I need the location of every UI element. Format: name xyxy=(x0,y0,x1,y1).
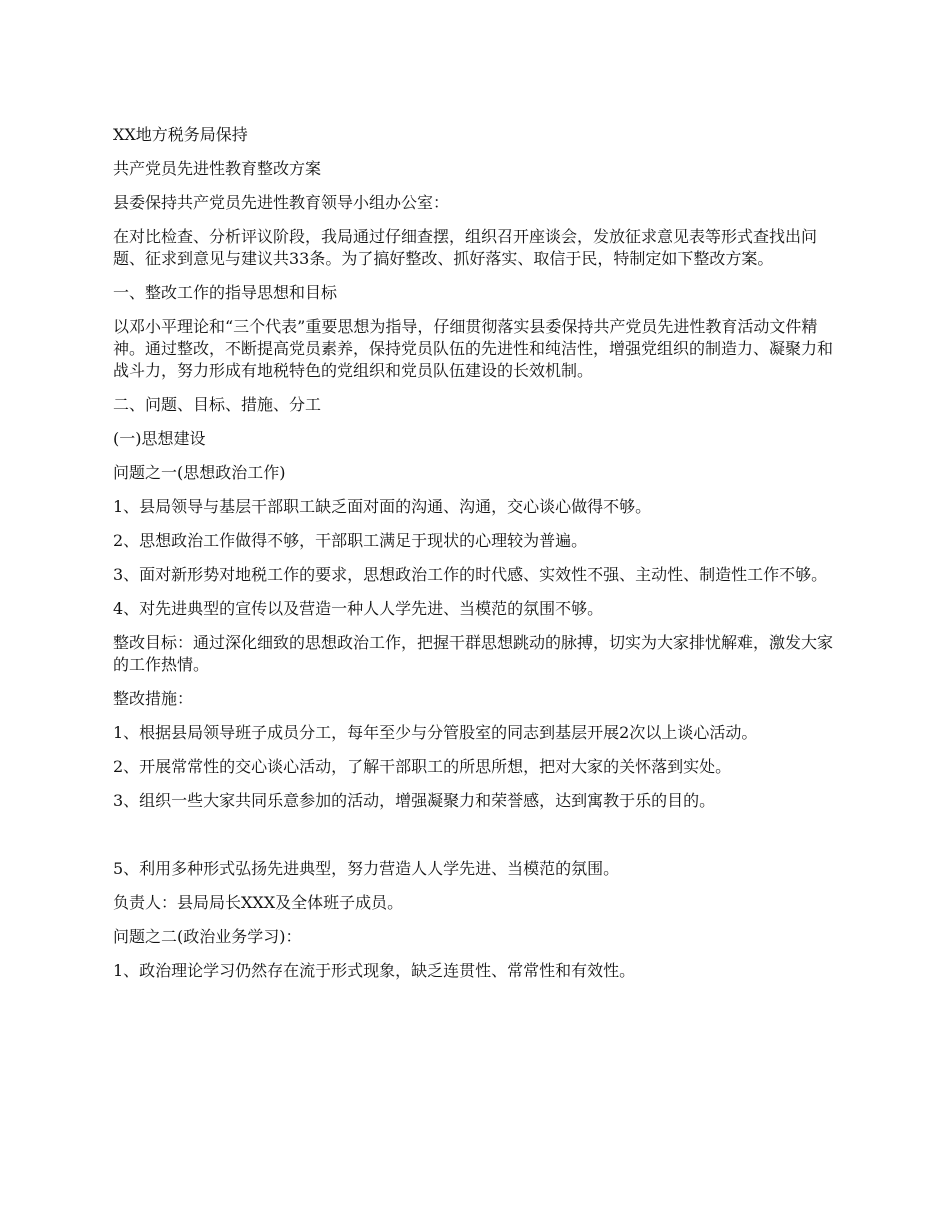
measure-item: 1、根据县局领导班子成员分工，每年至少与分管股室的同志到基层开展2次以上谈心活动。 xyxy=(113,723,758,742)
intro-paragraph: 在对比检查、分析评议阶段，我局通过仔细查摆，组织召开座谈会，发放征求意见表等形式查找出问题、征求到意见与建议共33条。为了搞好整改、抓好落实、取信于民，特制定如下整改方案。 xyxy=(113,227,818,268)
section-2-heading: 二、问题、目标、措施、分工 xyxy=(113,395,322,414)
problem-1-goal: 整改目标：通过深化细致的思想政治工作，把握干群思想跳动的脉搏，切实为大家排忧解难，激发大家的工作热情。 xyxy=(113,633,834,674)
addressee: 县委保持共产党员先进性教育领导小组办公室： xyxy=(113,193,450,212)
section-1-heading: 一、整改工作的指导思想和目标 xyxy=(113,283,338,302)
problem-1-item: 1、县局领导与基层干部职工缺乏面对面的沟通、沟通，交心谈心做得不够。 xyxy=(113,497,652,516)
document-body xyxy=(113,124,843,994)
title-line-2: 共产党员先进性教育整改方案 xyxy=(113,159,322,178)
measure-item: 2、开展常常性的交心谈心活动，了解干部职工的所思所想，把对大家的关怀落到实处。 xyxy=(113,757,732,776)
responsible-person: 负责人：县局局长XXX及全体班子成员。 xyxy=(113,893,404,912)
problem-1-heading: 问题之一(思想政治工作) xyxy=(113,463,286,482)
problem-2-item: 1、政治理论学习仍然存在流于形式现象，缺乏连贯性、常常性和有效性。 xyxy=(113,961,636,980)
subsection-1-heading: (一)思想建设 xyxy=(113,429,206,448)
section-1-body: 以邓小平理论和“三个代表”重要思想为指导，仔细贯彻落实县委保持共产党员先进性教育活动文件精神。通过整改，不断提高党员素养，保持党员队伍的先进性和纯洁性，增强党组织的制造力、凝聚力和战斗力，努力形成有地税特色的党组织和党员队伍建设的长效机制。 xyxy=(113,317,834,380)
measures-heading: 整改措施： xyxy=(113,689,194,708)
title-line-1: XX地方税务局保持 xyxy=(113,125,248,144)
measure-item: 3、组织一些大家共同乐意参加的活动，增强凝聚力和荣誉感，达到寓教于乐的目的。 xyxy=(113,791,716,810)
problem-1-item: 4、对先进典型的宣传以及营造一种人人学先进、当模范的氛围不够。 xyxy=(113,599,604,618)
problem-2-heading: 问题之二(政治业务学习)： xyxy=(113,927,302,946)
problem-1-item: 2、思想政治工作做得不够，干部职工满足于现状的心理较为普遍。 xyxy=(113,531,588,550)
measure-item: 5、利用多种形式弘扬先进典型，努力营造人人学先进、当模范的氛围。 xyxy=(113,859,620,878)
problem-1-item: 3、面对新形势对地税工作的要求，思想政治工作的时代感、实效性不强、主动性、制造性工作不够。 xyxy=(113,565,828,584)
